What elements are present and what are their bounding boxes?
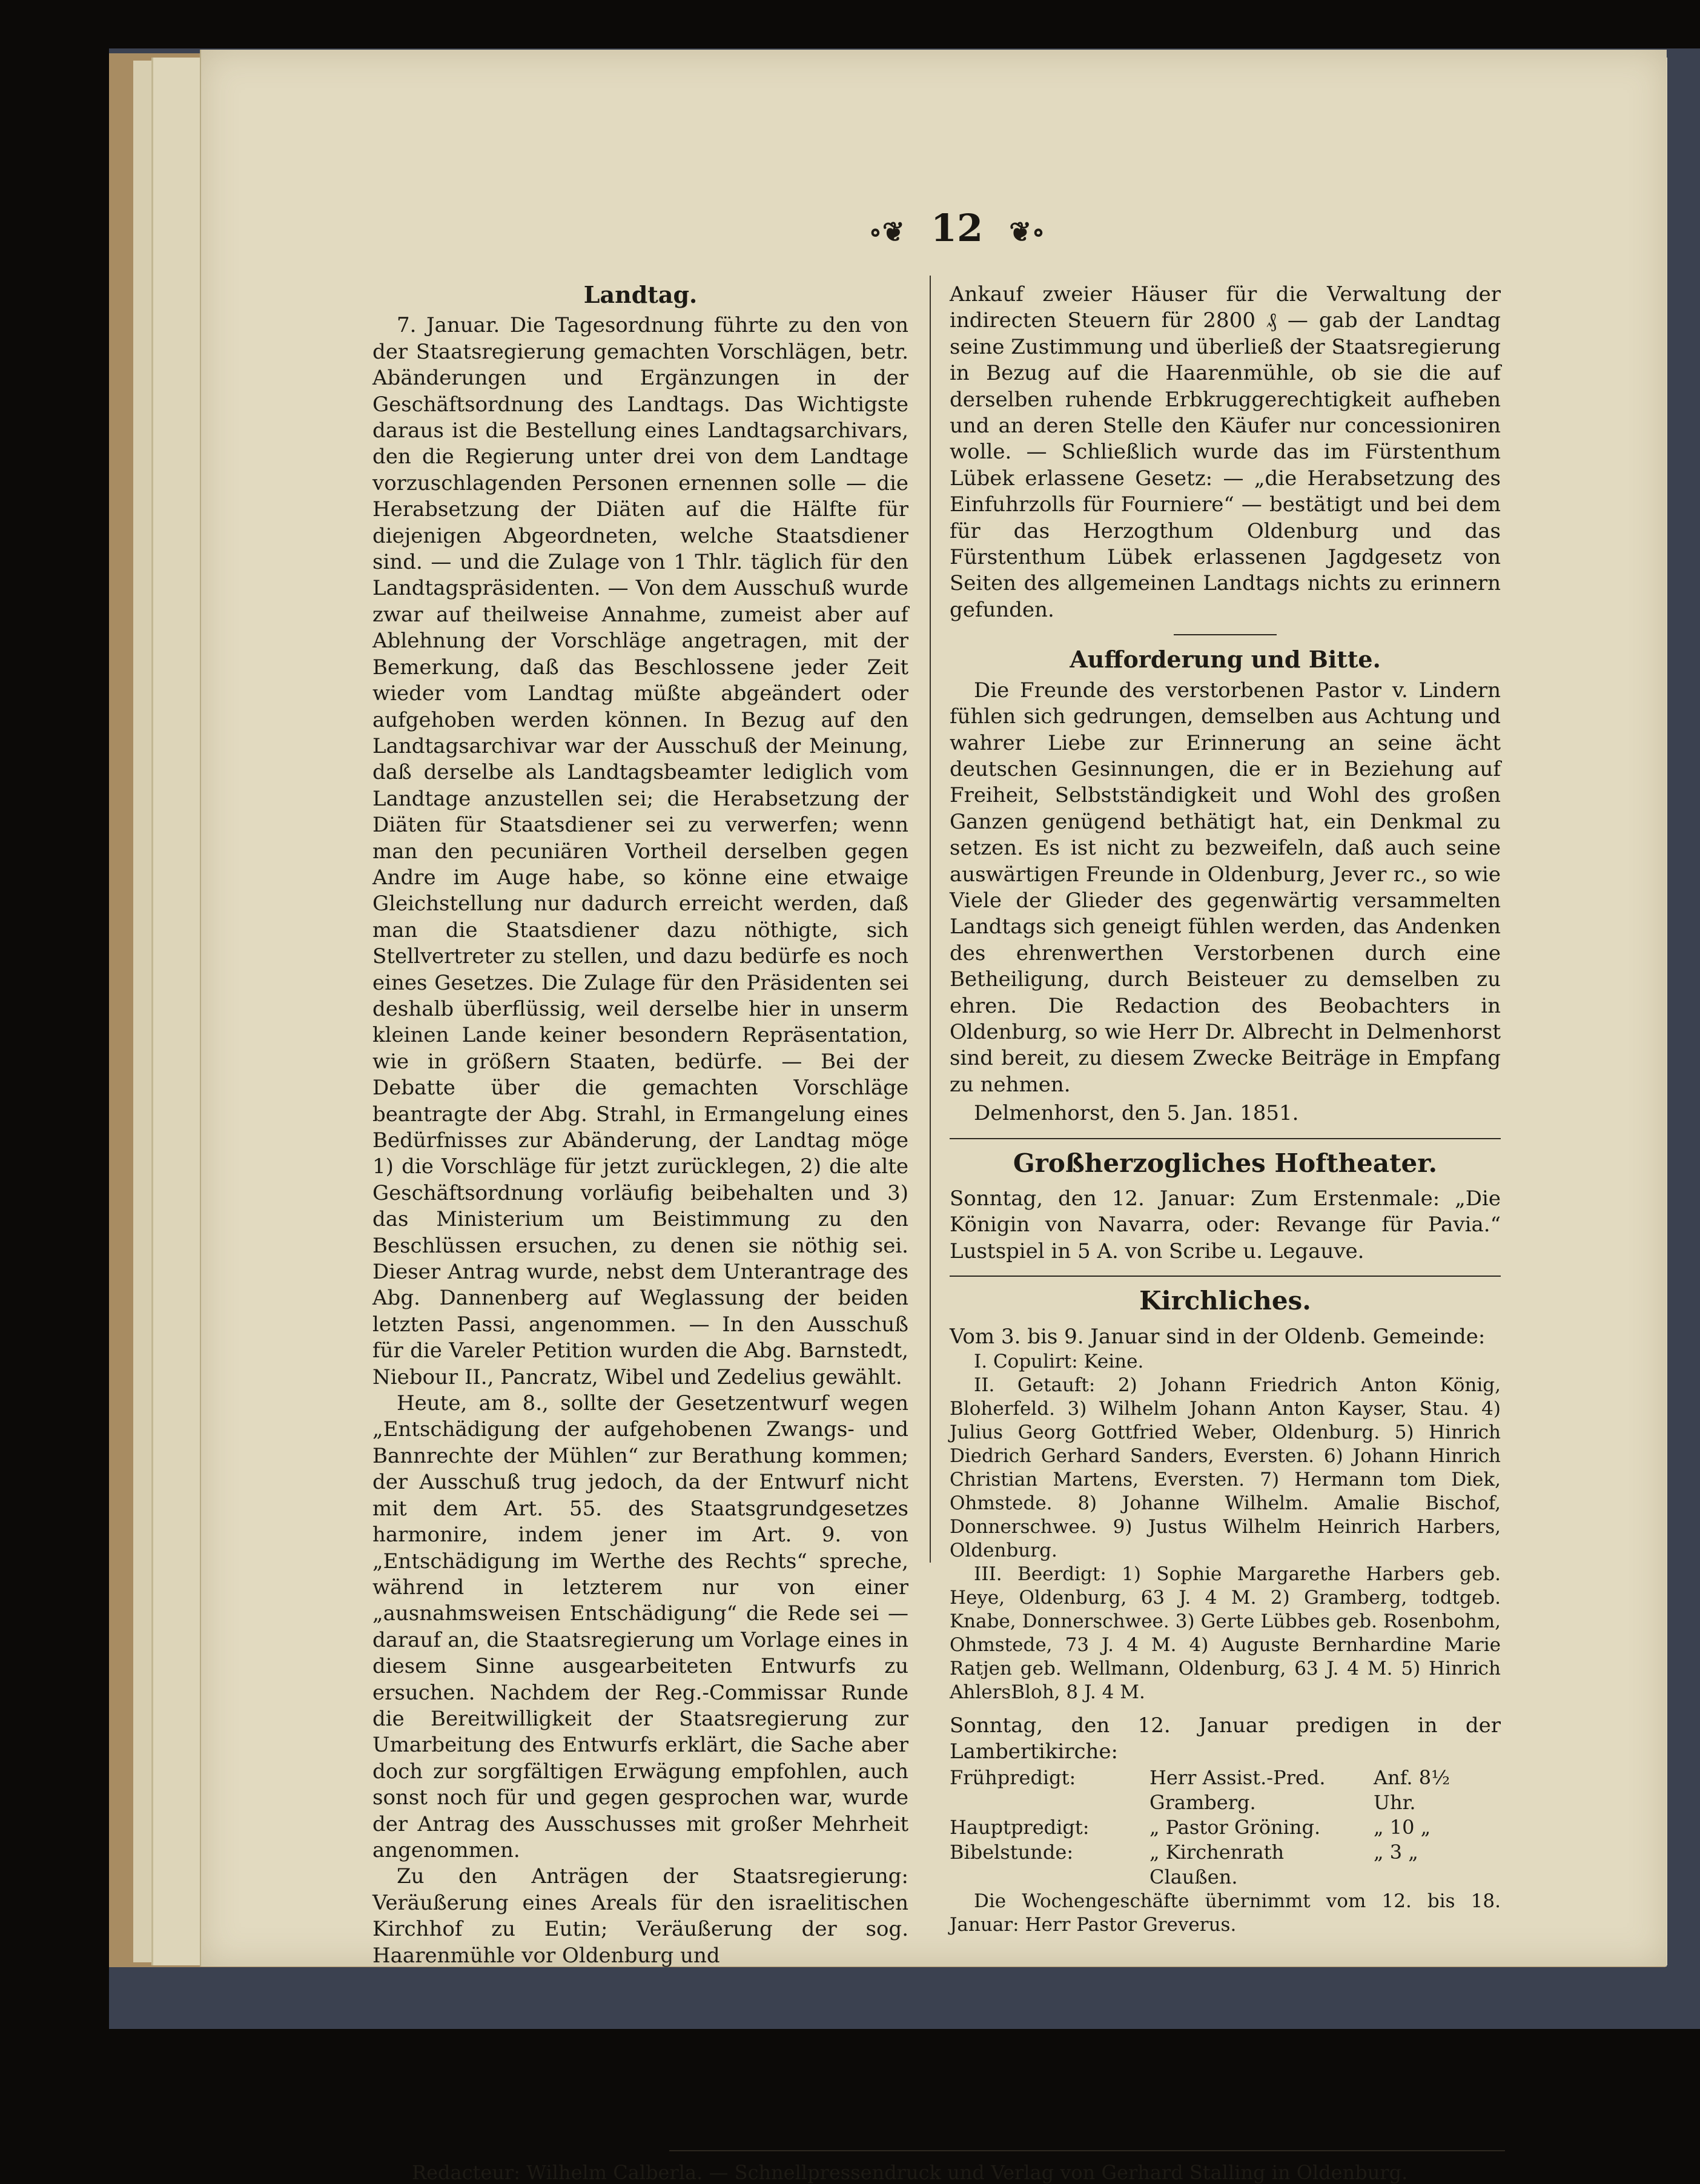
church-beerdigt: III. Beerdigt: 1) Sophie Margarethe Harbers geb. Heye, Oldenburg, 63 J. 4 M. 2) Gramberg, todtgeb. Knabe, Donnerschwee. 3) Gerte Lübbes geb. Rosenbohm, Ohmstede, 73 J. 4 M. 4) Auguste Bernhardine Marie Ratjen geb. Wellmann, Oldenburg, 63 J. 4 M. 5) Hinrich AhlersBloh, 8 J. 4 M. [950,1563,1501,1704]
section-divider [1174,634,1277,635]
weekly-duty: Die Wochengeschäfte übernimmt vom 12. bis 18. Januar: Herr Pastor Greverus. [950,1890,1501,1936]
section-heading-church: Kirchliches. [1139,1286,1311,1316]
sermon-preacher: „ Kirchenrath Claußen. [1149,1840,1285,1888]
section-heading-appeal: Aufforderung und Bitte. [1070,646,1381,673]
sermon-time: „ 10 „ [1374,1815,1431,1839]
right-column [950,282,1501,1937]
church-copulirt: I. Copulirt: Keine. [974,1351,1144,1373]
landtag-paragraph-3: Zu den Anträgen der Staatsregierung: Veräußerung eines Areals für den israelitischen Kirchhof zu Eutin; Veräußerung der sog. Haarenmühle vor Oldenburg und [372,1864,908,1968]
church-getauft: II. Getauft: 2) Johann Friedrich Anton König, Bloherfeld. 3) Wilhelm Johann Anton Kayser, Stau. 4) Julius Georg Gottfried Weber, Oldenburg. 5) Hinrich Diedrich Gerhard Sanders, Eversten. 6) Johann Hinrich Christian Martens, Eversten. 7) Hermann tom Diek, Ohmstede. 8) Johanne Wilhelm. Amalie Bischof, Donnerschwee. 9) Justus Wilhelm Heinrich Harbers, Oldenburg. [950,1374,1501,1562]
section-heading-landtag: Landtag. [583,281,698,308]
sermon-intro: Sonntag, den 12. Januar predigen in der Lambertikirche: [950,1713,1501,1764]
landtag-paragraph-1: 7. Januar. Die Tagesordnung führte zu den von der Staatsregierung gemachten Vorschlägen, betr. Abänderungen und Ergänzungen in der Geschäftsordnung des Landtags. Das Wichtigste daraus ist die Bestellung eines Landtagsarchivars, den die Regierung unter drei von dem Landtage vorzuschlagenden Personen ernennen solle — die Herabsetzung der Diäten auf die Hälfte für diejenigen Abgeordneten, welche Staatsdiener sind. — und die Zulage von 1 Thlr. täglich für den Landtagspräsidenten. — Von dem Ausschuß wurde zwar auf theilweise Annahme, zumeist aber auf Ablehnung der Vorschläge angetragen, mit der Bemerkung, daß das Beschlossene jeder Zeit wieder vom Landtag müßte abgeändert oder aufgehoben werden können. In Bezug auf den Landtagsarchivar war der Ausschuß der Meinung, daß derselbe als Landtagsbeamter lediglich vom Landtage anzustellen sei; die Herabsetzung der Diäten für Staatsdiener sei zu verwerfen; wenn man den pecuniären Vortheil derselben gegen Andre im Auge habe, so könne eine etwaige Gleichstellung nur dadurch erreicht werden, daß man die Staatsdiener dazu nöthigte, sich Stellvertreter zu stellen, und dazu bedürfe es noch eines Gesetzes. Die Zulage für den Präsidenten sei deshalb überflüssig, weil derselbe hier in unserm kleinen Lande keiner besondern Repräsentation, wie in größern Staaten, bedürfe. — Bei der Debatte über die gemachten Vorschläge beantragte der Abg. Strahl, in Ermangelung eines Bedürfnisses zur Abänderung, der Landtag möge 1) die Vorschläge für jetzt zurücklegen, 2) die alte Geschäftsordnung vorläufig beibehalten und 3) das Ministerium um Beistimmung zu den Beschlüssen ersuchen, zu denen sie nöthig sei. Dieser Antrag wurde, nebst dem Unterantrage des Abg. Dannenberg auf Weglassung der beiden letzten Passi, angenommen. — In den Ausschuß für die Vareler Petition wurden die Abg. Barnstedt, Niebour II., Pancratz, Wibel und Zedelius gewählt. [372,313,908,1389]
sermon-time: Anf. 8½ Uhr. [1374,1765,1450,1814]
theater-text: Sonntag, den 12. Januar: Zum Erstenmale: „Die Königin von Navarra, oder: Revange für Pavia.“ Lustspiel in 5 A. von Scribe u. Legauve. [950,1186,1501,1263]
column-divider [930,276,931,1563]
right-ornament-icon: ❦∘ [1009,217,1045,248]
footer-divider [669,2150,1505,2151]
left-column [372,282,908,1969]
sermon-label: Bibelstunde: [950,1840,1074,1864]
sermon-label: Frühpredigt: [950,1765,1076,1789]
sermon-preacher: Herr Assist.-Pred. Gramberg. [1149,1765,1326,1814]
landtag-paragraph-2: Heute, am 8., sollte der Gesetzentwurf wegen „Entschädigung der aufgehobenen Zwangs- und Bannrechte der Mühlen“ zur Berathung kommen; der Ausschuß trug jedoch, da der Entwurf nicht mit dem Art. 55. des Staatsgrundgesetzes harmonire, indem jener im Art. 9. von „Entschädigung im Werthe des Rechts“ spreche, während in letzterem nur von einer „ausnahmsweisen Entschädigung“ die Rede sei — darauf an, die Staatsregierung um Vorlage eines in diesem Sinne ausgearbeiteten Entwurfs zu ersuchen. Nachdem der Reg.-Commissar Runde die Bereitwilligkeit der Staatsregierung zur Umarbeitung des Entwurfs erklärt, die Sache aber doch zur sorgfältigen Erwägung empfohlen, auch sonst noch für und gegen gesprochen war, wurde der Antrag des Ausschusses mit großer Mehrheit angenommen. [372,1391,908,1862]
sermon-label: Hauptpredigt: [950,1815,1090,1839]
page-number: 12 [930,206,984,250]
page-number-header [805,206,1108,250]
church-intro: Vom 3. bis 9. Januar sind in der Oldenb. Gemeinde: [950,1324,1486,1349]
appeal-text: Die Freunde des verstorbenen Pastor v. Lindern fühlen sich gedrungen, demselben aus Achtung und wahrer Liebe zur Erinnerung an seine ächt deutschen Gesinnungen, die er in Beziehung auf Freiheit, Selbstständigkeit und Wohl des großen Ganzen genügend bethätigt hat, ein Denkmal zu setzen. Es ist nicht zu bezweifeln, daß auch seine auswärtigen Freunde in Oldenburg, Jever rc., so wie Viele der Glieder des gegenwärtig versammelten Landtags sich geneigt fühlen werden, das Andenken des ehrenwerthen Verstorbenen durch eine Betheiligung, durch Beisteuer zu demselben zu ehren. Die Redaction des Beobachters in Oldenburg, so wie Herr Dr. Albrecht in Delmenhorst sind bereit, zu diesem Zwecke Beiträge in Empfang zu nehmen. [950,678,1501,1097]
sermon-table [950,1765,1501,1890]
section-divider [950,1276,1501,1277]
landtag-continuation: Ankauf zweier Häuser für die Verwaltung der indirecten Steuern für 2800 ₰ — gab der Landtag seine Zustimmung und überließ der Staatsregierung in Bezug auf die Haarenmühle, ob sie die auf derselben ruhende Erbkruggerechtigkeit aufheben und an deren Stelle den Käufer nur concessioniren wolle. — Schließlich wurde das im Fürstenthum Lübek erlassene Gesetz: — „die Herabsetzung des Einfuhrzolls für Fourniere“ — bestätigt und bei dem für das Herzogthum Oldenburg und das Fürstenthum Lübek erlassenen Jagdgesetz von Seiten des allgemeinen Landtags nichts zu erinnern gefunden. [950,282,1501,622]
section-divider [950,1138,1501,1139]
sermon-preacher: „ Pastor Gröning. [1149,1815,1321,1839]
appeal-signature: Delmenhorst, den 5. Jan. 1851. [974,1101,1299,1126]
sermon-time: „ 3 „ [1374,1840,1418,1864]
section-heading-theater: Großherzogliches Hoftheater. [1013,1148,1438,1178]
left-ornament-icon: ∘❦ [868,217,905,248]
imprint-footer: Redacteur: Wilhelm Calberla. — Schnellpressendruck und Verlag von Gerhard Stalling in Oldenburg. [412,2161,1408,2184]
